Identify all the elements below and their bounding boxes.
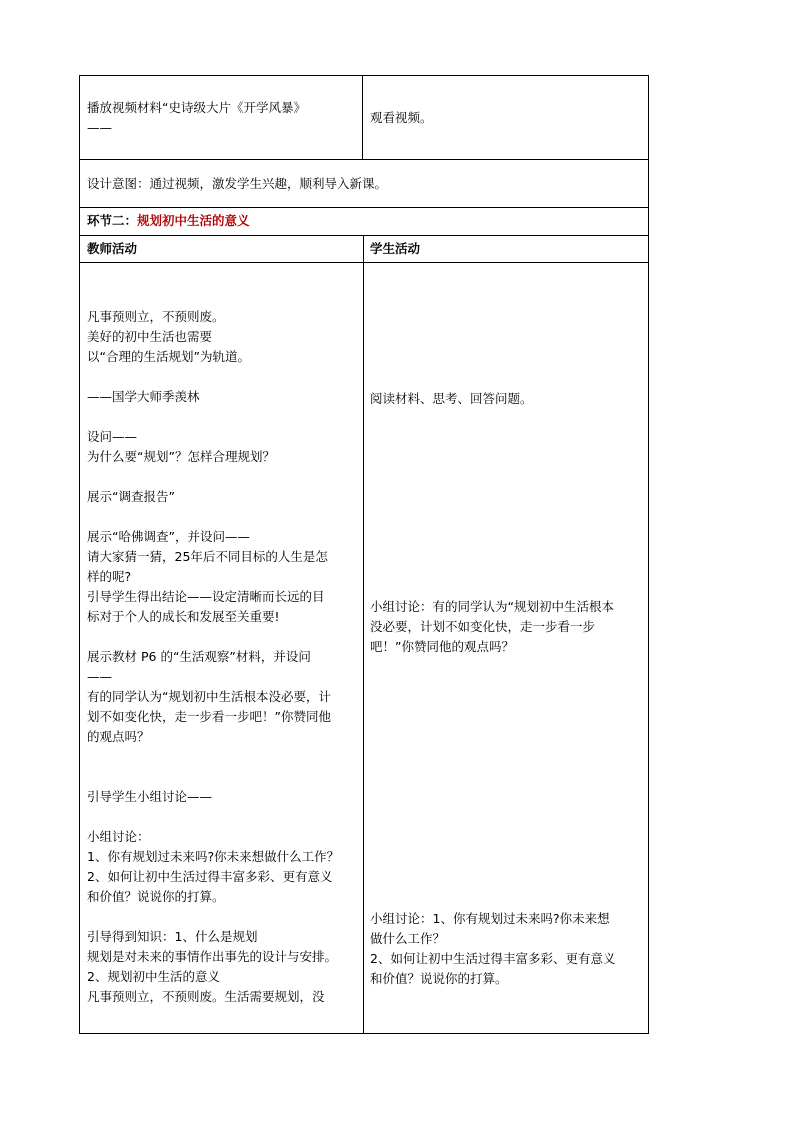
- teacher-line: 展示教材 P6 的“生活观察”材料，并设问: [87, 649, 311, 664]
- student-activity-discussion-1: [370, 597, 614, 657]
- teacher-line: [87, 747, 339, 767]
- teacher-line: ——: [87, 669, 112, 684]
- column-divider: [363, 235, 364, 1034]
- teacher-line: 引导学生小组讨论——: [87, 789, 213, 804]
- teacher-line: [87, 907, 339, 927]
- teacher-line: ——国学大师季羡林: [87, 389, 200, 404]
- teacher-line: [87, 407, 339, 427]
- teacher-line: 展示“哈佛调查”，并设问——: [87, 529, 250, 544]
- teacher-line: 划不如变化快，走一步看一步吧！”你赞同他: [87, 709, 331, 724]
- design-intent: 设计意图：通过视频，激发学生兴趣，顺利导入新课。: [87, 176, 388, 191]
- teacher-line: 凡事预则立，不预则废。: [87, 309, 225, 324]
- teacher-activity-cell: [87, 307, 339, 1007]
- teacher-line: 有的同学认为“规划初中生活根本没必要，计: [87, 689, 331, 704]
- teacher-line: 1、你有规划过未来吗?你未来想做什么工作？: [87, 849, 340, 864]
- student-line: 没必要，计划不如变化快，走一步看一步: [370, 619, 596, 634]
- teacher-line: 请大家猜一猜，25年后不同目标的人生是怎: [87, 549, 328, 564]
- student-line: 吧！”你赞同他的观点吗？: [370, 639, 514, 654]
- teacher-line: 设问——: [87, 429, 138, 444]
- teacher-line: 美好的初中生活也需要: [87, 329, 213, 344]
- teacher-line: 引导学生得出结论——设定清晰而长远的目: [87, 589, 325, 604]
- student-activity-reading: [370, 389, 533, 409]
- teacher-line: 展示“调查报告”: [87, 489, 175, 504]
- teacher-line: 小组讨论：: [87, 829, 150, 844]
- cell-line: 播放视频材料“史诗级大片《开学风暴》: [87, 100, 306, 115]
- section-title: 规划初中生活的意义: [137, 213, 250, 228]
- row-divider: [79, 159, 649, 160]
- teacher-line: [87, 467, 339, 487]
- header-teacher-activity: 教师活动: [87, 241, 138, 256]
- student-activity-discussion-2: [370, 909, 615, 989]
- video-material-cell: [87, 98, 306, 138]
- teacher-line: 标对于个人的成长和发展至关重要!: [87, 609, 280, 624]
- teacher-line: 引导得到知识：1、什么是规划: [87, 929, 258, 944]
- cell-line: ——: [87, 120, 112, 135]
- student-activity-watch: 观看视频。: [370, 110, 433, 125]
- student-line: 阅读材料、思考、回答问题。: [370, 391, 533, 406]
- student-line: 2、如何让初中生活过得丰富多彩、更有意义: [370, 951, 616, 966]
- teacher-line: [87, 367, 339, 387]
- table-border-top: [79, 75, 649, 76]
- teacher-line: 2、如何让初中生活过得丰富多彩、更有意义: [87, 869, 333, 884]
- row-divider: [79, 207, 649, 208]
- table-border-right: [648, 75, 649, 1034]
- section-prefix: 环节二：: [87, 213, 138, 228]
- teacher-line: [87, 627, 339, 647]
- row-divider: [79, 235, 649, 236]
- teacher-line: 规划是对未来的事情作出事先的设计与安排。: [87, 949, 338, 964]
- student-line: 和价值？说说你的打算。: [370, 971, 508, 986]
- teacher-line: 为什么要“规划”？怎样合理规划？: [87, 449, 275, 464]
- header-student-activity: 学生活动: [370, 241, 421, 256]
- teacher-line: 凡事预则立，不预则废。生活需要规划，没: [87, 989, 325, 1004]
- section-heading: [87, 211, 250, 231]
- teacher-line: [87, 507, 339, 527]
- student-line: 做什么工作？: [370, 931, 446, 946]
- column-divider: [362, 75, 363, 160]
- teacher-line: [87, 807, 339, 827]
- teacher-line: 和价值？说说你的打算。: [87, 889, 225, 904]
- teacher-line: 的观点吗？: [87, 729, 150, 744]
- teacher-line: 2、规划初中生活的意义: [87, 969, 220, 984]
- teacher-line: 以“合理的生活规划”为轨道。: [87, 349, 250, 364]
- student-line: 小组讨论：1、你有规划过未来吗?你未来想: [370, 911, 610, 926]
- teacher-line: [87, 767, 339, 787]
- table-border-left: [79, 75, 80, 1034]
- teacher-line: 样的呢?: [87, 569, 132, 584]
- table-border-bottom: [79, 1033, 649, 1034]
- row-divider: [79, 262, 649, 263]
- student-line: 小组讨论：有的同学认为“规划初中生活根本: [370, 599, 614, 614]
